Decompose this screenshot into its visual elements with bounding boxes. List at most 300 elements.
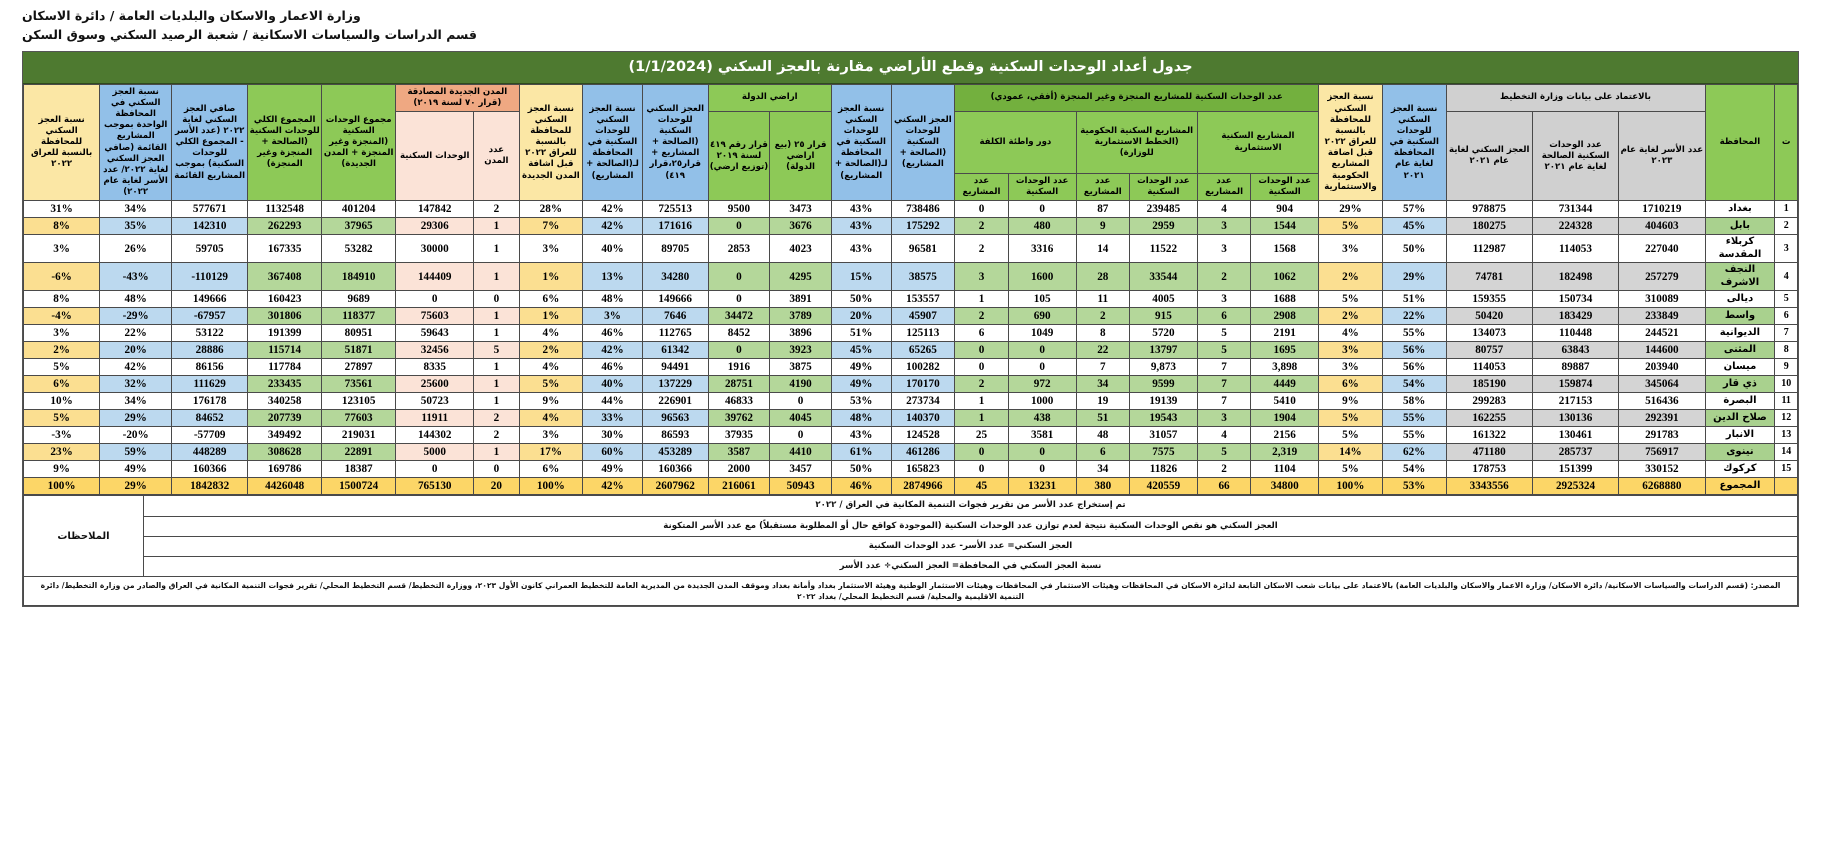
cell-pct-before-gov: 3% (1319, 342, 1383, 359)
cell-deficit-2021: 112987 (1446, 235, 1532, 263)
cell-sum-total: 262293 (248, 218, 322, 235)
cell-pct-iraq: 9% (24, 461, 100, 478)
cell-pct-proj: 50% (831, 461, 891, 478)
cell-deficit-2021: 50420 (1446, 308, 1532, 325)
cell-net-deficit: 577671 (172, 201, 248, 218)
cell-governorate: كركوك (1705, 461, 1775, 478)
cell-inv-units: 2908 (1251, 308, 1319, 325)
cell-net-deficit: -57709 (172, 427, 248, 444)
cell-pct-units-2021: 50% (1382, 235, 1446, 263)
cell-idx: 13 (1775, 427, 1798, 444)
total-citiz-projects: 45 (955, 478, 1009, 495)
cell-deficit-proj: 273734 (891, 393, 955, 410)
cell-cities-units: 144409 (396, 263, 474, 291)
cell-citiz-projects: 2 (955, 308, 1009, 325)
cell-deficit-proj: 124528 (891, 427, 955, 444)
cell-deficit-2021: 185190 (1446, 376, 1532, 393)
housing-deficit-table (23, 84, 1798, 496)
cell-pct-before-gov: 5% (1319, 218, 1383, 235)
cell-deficit-land: 137229 (642, 376, 708, 393)
cell-cities-count: 2 (474, 201, 519, 218)
header-govp-projects: عدد المشاريع (1076, 174, 1129, 201)
cell-land-25: 4190 (770, 376, 832, 393)
cell-deficit-2021: 299283 (1446, 393, 1532, 410)
cell-inv-projects: 3 (1197, 235, 1250, 263)
cell-govp-units: 7575 (1130, 444, 1198, 461)
cell-pct-units-2021: 51% (1382, 291, 1446, 308)
table-row (24, 359, 1798, 376)
cell-deficit-proj: 125113 (891, 325, 955, 342)
cell-pct-gov-iraq: 7% (519, 218, 583, 235)
cell-pct-land: 3% (583, 308, 643, 325)
cell-deficit-land: 453289 (642, 444, 708, 461)
cell-pct-proj: 43% (831, 218, 891, 235)
cell-units-2021: 183429 (1532, 308, 1618, 325)
cell-deficit-proj: 45907 (891, 308, 955, 325)
cell-pct-gov-iraq: 5% (519, 376, 583, 393)
cell-sum-total: 233435 (248, 376, 322, 393)
cell-pct-proj: 50% (831, 291, 891, 308)
cell-units-2021: 110448 (1532, 325, 1618, 342)
cell-families-2023: 345064 (1619, 376, 1705, 393)
cell-pct-before-gov: 6% (1319, 376, 1383, 393)
cell-land-419: 46833 (708, 393, 770, 410)
cell-land-25: 4045 (770, 410, 832, 427)
total-net-deficit: 1842832 (172, 478, 248, 495)
cell-sum-units: 51871 (322, 342, 396, 359)
cell-idx: 1 (1775, 201, 1798, 218)
cell-deficit-proj: 170170 (891, 376, 955, 393)
total-pct-one-gov: 29% (100, 478, 172, 495)
cell-inv-projects: 5 (1197, 342, 1250, 359)
cell-govp-projects: 2 (1076, 308, 1129, 325)
cell-sum-units: 53282 (322, 235, 396, 263)
cell-net-deficit: 160366 (172, 461, 248, 478)
cell-cities-units: 50723 (396, 393, 474, 410)
cell-pct-proj: 43% (831, 235, 891, 263)
note-row (24, 556, 1798, 576)
cell-govp-projects: 6 (1076, 444, 1129, 461)
cell-pct-land: 42% (583, 201, 643, 218)
cell-pct-before-gov: 5% (1319, 410, 1383, 427)
cell-idx: 7 (1775, 325, 1798, 342)
cell-pct-iraq: 8% (24, 291, 100, 308)
cell-pct-before-gov: 14% (1319, 444, 1383, 461)
cell-net-deficit: 53122 (172, 325, 248, 342)
note-text: العجز السكني هو نقص الوحدات السكنية نتيجة لعدم توازن عدد الوحدات السكنية (الموجودة كواقع حال أو المطلوبة مستقبلاً) مع عدد الأسر المتكونة (144, 516, 1798, 536)
cell-cities-count: 1 (474, 308, 519, 325)
header-inv-projects: عدد المشاريع (1197, 174, 1250, 201)
cell-idx: 14 (1775, 444, 1798, 461)
cell-pct-land: 40% (583, 376, 643, 393)
cell-pct-iraq: 6% (24, 376, 100, 393)
cell-families-2023: 291783 (1619, 427, 1705, 444)
cell-pct-units-2021: 55% (1382, 427, 1446, 444)
cell-pct-proj: 49% (831, 376, 891, 393)
cell-govp-projects: 87 (1076, 201, 1129, 218)
cell-sum-total: 301806 (248, 308, 322, 325)
total-sum-units: 1500724 (322, 478, 396, 495)
cell-citiz-projects: 1 (955, 393, 1009, 410)
cell-citiz-projects: 3 (955, 263, 1009, 291)
total-pct-gov-iraq: 100% (519, 478, 583, 495)
cell-deficit-land: 94491 (642, 359, 708, 376)
cell-inv-projects: 6 (1197, 308, 1250, 325)
cell-pct-proj: 45% (831, 342, 891, 359)
cell-deficit-land: 89705 (642, 235, 708, 263)
cell-pct-proj: 61% (831, 444, 891, 461)
cell-inv-units: 2,319 (1251, 444, 1319, 461)
header-govp-units: عدد الوحدات السكنية (1130, 174, 1198, 201)
cell-cities-units: 59643 (396, 325, 474, 342)
cell-sum-units: 77603 (322, 410, 396, 427)
cell-govp-units: 13797 (1130, 342, 1198, 359)
cell-idx: 3 (1775, 235, 1798, 263)
cell-inv-units: 3,898 (1251, 359, 1319, 376)
cell-deficit-2021: 134073 (1446, 325, 1532, 342)
notes-label: الملاحظات (24, 496, 144, 577)
cell-cities-units: 0 (396, 291, 474, 308)
cell-governorate: البصرة (1705, 393, 1775, 410)
total-govp-units: 420559 (1130, 478, 1198, 495)
cell-inv-units: 1544 (1251, 218, 1319, 235)
cell-cities-units: 75603 (396, 308, 474, 325)
cell-idx: 15 (1775, 461, 1798, 478)
header-inv-units: عدد الوحدات السكنية (1251, 174, 1319, 201)
cell-land-419: 37935 (708, 427, 770, 444)
header-sub-citizen: دور واطئة الكلفة (955, 112, 1076, 174)
cell-inv-projects: 7 (1197, 376, 1250, 393)
table-title: جدول أعداد الوحدات السكنية وقطع الأراضي مقارنة بالعجز السكني (1/1/2024) (23, 52, 1798, 84)
cell-net-deficit: 149666 (172, 291, 248, 308)
cell-pct-one-gov: -20% (100, 427, 172, 444)
cell-land-25: 3473 (770, 201, 832, 218)
header-units-2021: عدد الوحدات السكنية الصالحة لغاية عام ٢٠٢١ (1532, 112, 1618, 201)
cell-pct-before-gov: 2% (1319, 308, 1383, 325)
cell-deficit-2021: 180275 (1446, 218, 1532, 235)
header-pct-before-gov: نسبة العجز السكني للمحافظة بالنسبة للعراق ٢٠٢٢ قبل اضافة المشاريع الحكومية والاستثمارية (1319, 84, 1383, 201)
cell-cities-count: 1 (474, 325, 519, 342)
header-sum-total: المجموع الكلي للوحدات السكنية (الصالحة + المنجزة وغير المنجزة) (248, 84, 322, 201)
cell-units-2021: 285737 (1532, 444, 1618, 461)
cell-sum-total: 1132548 (248, 201, 322, 218)
cell-governorate: الانبار (1705, 427, 1775, 444)
cell-govp-projects: 34 (1076, 376, 1129, 393)
cell-land-419: 39762 (708, 410, 770, 427)
cell-idx: 2 (1775, 218, 1798, 235)
ministry-line-1: وزارة الاعمار والاسكان والبلديات العامة / دائرة الاسكان (22, 8, 361, 23)
cell-govp-projects: 19 (1076, 393, 1129, 410)
cell-pct-units-2021: 56% (1382, 359, 1446, 376)
cell-citiz-projects: 0 (955, 359, 1009, 376)
cell-inv-projects: 2 (1197, 461, 1250, 478)
cell-govp-units: 9599 (1130, 376, 1198, 393)
cell-units-2021: 130136 (1532, 410, 1618, 427)
header-group-state-lands: اراضي الدولة (708, 84, 831, 111)
cell-citiz-units: 438 (1008, 410, 1076, 427)
cell-land-419: 34472 (708, 308, 770, 325)
cell-pct-one-gov: -29% (100, 308, 172, 325)
cell-land-419: 3587 (708, 444, 770, 461)
cell-citiz-units: 0 (1008, 461, 1076, 478)
cell-families-2023: 516436 (1619, 393, 1705, 410)
cell-idx: 9 (1775, 359, 1798, 376)
total-families-2023: 6268880 (1619, 478, 1705, 495)
cell-pct-iraq: 3% (24, 235, 100, 263)
cell-families-2023: 404603 (1619, 218, 1705, 235)
cell-sum-total: 191399 (248, 325, 322, 342)
cell-govp-units: 33544 (1130, 263, 1198, 291)
cell-pct-one-gov: 34% (100, 393, 172, 410)
cell-govp-units: 9,873 (1130, 359, 1198, 376)
cell-govp-projects: 14 (1076, 235, 1129, 263)
cell-pct-one-gov: 49% (100, 461, 172, 478)
cell-pct-land: 44% (583, 393, 643, 410)
cell-units-2021: 182498 (1532, 263, 1618, 291)
cell-land-419: 2853 (708, 235, 770, 263)
ministry-header (0, 0, 1821, 45)
cell-pct-gov-iraq: 1% (519, 263, 583, 291)
header-families-2023: عدد الأسر لغاية عام ٢٠٢٣ (1619, 112, 1705, 201)
cell-pct-one-gov: 20% (100, 342, 172, 359)
cell-deficit-2021: 74781 (1446, 263, 1532, 291)
cell-pct-one-gov: 42% (100, 359, 172, 376)
cell-citiz-units: 1000 (1008, 393, 1076, 410)
cell-cities-units: 147842 (396, 201, 474, 218)
cell-governorate: ميسان (1705, 359, 1775, 376)
cell-sum-total: 117784 (248, 359, 322, 376)
cell-citiz-units: 0 (1008, 342, 1076, 359)
cell-sum-units: 73561 (322, 376, 396, 393)
cell-govp-projects: 28 (1076, 263, 1129, 291)
cell-citiz-projects: 2 (955, 376, 1009, 393)
note-text: العجز السكني= عدد الأسر- عدد الوحدات السكنية (144, 536, 1798, 556)
cell-units-2021: 63843 (1532, 342, 1618, 359)
cell-inv-projects: 5 (1197, 325, 1250, 342)
cell-deficit-land: 61342 (642, 342, 708, 359)
cell-land-25: 4295 (770, 263, 832, 291)
cell-units-2021: 224328 (1532, 218, 1618, 235)
header-group-planning: بالاعتماد على بيانات وزارة التخطيط (1446, 84, 1705, 111)
cell-citiz-projects: 0 (955, 461, 1009, 478)
cell-governorate: ديالى (1705, 291, 1775, 308)
cell-cities-units: 32456 (396, 342, 474, 359)
total-pct-before-gov: 100% (1319, 478, 1383, 495)
cell-governorate: صلاح الدين (1705, 410, 1775, 427)
cell-deficit-2021: 178753 (1446, 461, 1532, 478)
total-sum-total: 4426048 (248, 478, 322, 495)
cell-cities-count: 1 (474, 235, 519, 263)
cell-cities-count: 0 (474, 291, 519, 308)
cell-inv-units: 5410 (1251, 393, 1319, 410)
cell-govp-units: 2959 (1130, 218, 1198, 235)
cell-deficit-proj: 738486 (891, 201, 955, 218)
cell-governorate: ذي قار (1705, 376, 1775, 393)
header-pct-iraq: نسبة العجز السكني للمحافظة بالنسبة للعراق ٢٠٢٢ (24, 84, 100, 201)
cell-pct-gov-iraq: 3% (519, 235, 583, 263)
cell-govp-units: 11826 (1130, 461, 1198, 478)
header-net-deficit: صافي العجز السكني لغاية ٢٠٢٢ (عدد الأسر - المجموع الكلي للوحدات السكنية) بموجب المشاريع القائمة (172, 84, 248, 201)
header-land-419: قرار رقم ٤١٩ لسنة ٢٠١٩ (توزيع ارضي) (708, 112, 770, 201)
cell-govp-units: 31057 (1130, 427, 1198, 444)
cell-citiz-units: 0 (1008, 359, 1076, 376)
cell-cities-count: 1 (474, 263, 519, 291)
cell-citiz-units: 0 (1008, 444, 1076, 461)
cell-deficit-proj: 461286 (891, 444, 955, 461)
cell-cities-units: 25600 (396, 376, 474, 393)
cell-units-2021: 731344 (1532, 201, 1618, 218)
table-row (24, 461, 1798, 478)
cell-citiz-units: 1600 (1008, 263, 1076, 291)
cell-inv-projects: 3 (1197, 410, 1250, 427)
header-group-projects: عدد الوحدات السكنية للمشاريع المنجزة وغير المنجزة (أفقي، عمودي) (955, 84, 1319, 111)
cell-pct-units-2021: 22% (1382, 308, 1446, 325)
cell-sum-total: 340258 (248, 393, 322, 410)
cell-citiz-units: 105 (1008, 291, 1076, 308)
cell-idx: 4 (1775, 263, 1798, 291)
cell-families-2023: 144600 (1619, 342, 1705, 359)
cell-pct-land: 33% (583, 410, 643, 427)
cell-pct-units-2021: 54% (1382, 461, 1446, 478)
cell-net-deficit: 86156 (172, 359, 248, 376)
note-row (24, 516, 1798, 536)
cell-pct-iraq: 3% (24, 325, 100, 342)
cell-pct-proj: 48% (831, 410, 891, 427)
cell-land-25: 4023 (770, 235, 832, 263)
header-sub-gov: المشاريع السكنية الحكومية (الخطط الاستثمارية للوزارة) (1076, 112, 1197, 174)
cell-pct-units-2021: 45% (1382, 218, 1446, 235)
cell-sum-units: 401204 (322, 201, 396, 218)
total-pct-units-2021: 53% (1382, 478, 1446, 495)
cell-units-2021: 130461 (1532, 427, 1618, 444)
cell-families-2023: 292391 (1619, 410, 1705, 427)
cell-deficit-2021: 162255 (1446, 410, 1532, 427)
cell-land-25: 3789 (770, 308, 832, 325)
cell-cities-count: 2 (474, 427, 519, 444)
total-cities-count: 20 (474, 478, 519, 495)
cell-pct-iraq: -4% (24, 308, 100, 325)
cell-inv-units: 4449 (1251, 376, 1319, 393)
cell-sum-total: 367408 (248, 263, 322, 291)
cell-pct-land: 46% (583, 359, 643, 376)
cell-govp-units: 915 (1130, 308, 1198, 325)
cell-pct-one-gov: 48% (100, 291, 172, 308)
cell-sum-total: 115714 (248, 342, 322, 359)
cell-pct-gov-iraq: 17% (519, 444, 583, 461)
cell-pct-gov-iraq: 6% (519, 291, 583, 308)
cell-pct-proj: 51% (831, 325, 891, 342)
cell-citiz-projects: 25 (955, 427, 1009, 444)
cell-deficit-land: 171616 (642, 218, 708, 235)
cell-sum-units: 123105 (322, 393, 396, 410)
cell-pct-land: 40% (583, 235, 643, 263)
total-cities-units: 765130 (396, 478, 474, 495)
cell-sum-total: 349492 (248, 427, 322, 444)
cell-cities-units: 0 (396, 461, 474, 478)
cell-pct-land: 46% (583, 325, 643, 342)
table-total-row (24, 478, 1798, 495)
cell-inv-units: 1904 (1251, 410, 1319, 427)
cell-govp-projects: 34 (1076, 461, 1129, 478)
cell-deficit-proj: 65265 (891, 342, 955, 359)
cell-sum-units: 184910 (322, 263, 396, 291)
cell-families-2023: 330152 (1619, 461, 1705, 478)
source-text: المصدر: (قسم الدراسات والسياسات الاسكانية/ دائرة الاسكان/ وزارة الاعمار والاسكان والبلديات العامة) بالاعتماد على بيانات شعب الاسكان التابعة لدائرة الاسكان في المحافظات وهيئات الاستثمار في المحافظات وهيئات الاستثمار الوطنية وهيئة الاستثمار بغداد وأمانة بغداد وموقف المدن الجديدة من المديرية العامة للتخطيط العمراني كانون الأول ٢٠٢٣، ووزارة التخطيط/ قسم التخطيط المحلي/ تقرير فجوات التنمية المكانية في العراق والصادر من وزارة التخطيط/ دائرة التنمية الاقليمية والمحلية/ قسم التخطيط المحلي/ بغداد ٢٠٢٢ (24, 577, 1798, 606)
cell-net-deficit: 176178 (172, 393, 248, 410)
cell-govp-projects: 11 (1076, 291, 1129, 308)
cell-sum-total: 207739 (248, 410, 322, 427)
total-land-419: 216061 (708, 478, 770, 495)
header-cities-units: الوحدات السكنية (396, 112, 474, 201)
cell-deficit-2021: 161322 (1446, 427, 1532, 444)
cell-pct-iraq: -3% (24, 427, 100, 444)
cell-citiz-projects: 6 (955, 325, 1009, 342)
cell-sum-units: 18387 (322, 461, 396, 478)
cell-idx: 8 (1775, 342, 1798, 359)
cell-pct-one-gov: -43% (100, 263, 172, 291)
header-row-1 (24, 84, 1798, 111)
source-row (24, 577, 1798, 606)
cell-pct-land: 60% (583, 444, 643, 461)
cell-govp-units: 11522 (1130, 235, 1198, 263)
cell-deficit-2021: 159355 (1446, 291, 1532, 308)
cell-deficit-2021: 80757 (1446, 342, 1532, 359)
total-governorate: المجموع (1705, 478, 1775, 495)
cell-deficit-land: 160366 (642, 461, 708, 478)
cell-govp-units: 4005 (1130, 291, 1198, 308)
cell-deficit-2021: 978875 (1446, 201, 1532, 218)
cell-citiz-units: 1049 (1008, 325, 1076, 342)
cell-deficit-land: 7646 (642, 308, 708, 325)
header-sub-investment: المشاريع السكنية الاستثمارية (1197, 112, 1318, 174)
table-row (24, 342, 1798, 359)
cell-net-deficit: -67957 (172, 308, 248, 325)
cell-pct-one-gov: 29% (100, 410, 172, 427)
cell-units-2021: 151399 (1532, 461, 1618, 478)
cell-cities-count: 1 (474, 444, 519, 461)
cell-families-2023: 203940 (1619, 359, 1705, 376)
cell-deficit-2021: 114053 (1446, 359, 1532, 376)
total-inv-projects: 66 (1197, 478, 1250, 495)
cell-pct-gov-iraq: 9% (519, 393, 583, 410)
cell-net-deficit: 448289 (172, 444, 248, 461)
cell-pct-iraq: -6% (24, 263, 100, 291)
cell-inv-units: 1062 (1251, 263, 1319, 291)
table-row (24, 263, 1798, 291)
cell-units-2021: 114053 (1532, 235, 1618, 263)
cell-govp-projects: 9 (1076, 218, 1129, 235)
cell-inv-units: 904 (1251, 201, 1319, 218)
cell-pct-gov-iraq: 1% (519, 308, 583, 325)
cell-citiz-projects: 2 (955, 218, 1009, 235)
header-group-new-cities: المدن الجديدة المصادقة (قرار ٧٠ لسنة ٢٠١٩) (396, 84, 519, 111)
cell-pct-iraq: 2% (24, 342, 100, 359)
header-index: ت (1775, 84, 1798, 201)
cell-land-419: 0 (708, 218, 770, 235)
cell-pct-units-2021: 56% (1382, 342, 1446, 359)
header-pct-gov-iraq: نسبة العجز السكني للمحافظة بالنسبة للعراق ٢٠٢٢ قبل اشافة المدن الجديدة (519, 84, 583, 201)
total-idx (1775, 478, 1798, 495)
header-pct-land: نسبة العجز السكني للوحدات السكنية في المحافظة لـ(الصالحة + المشاريع) (583, 84, 643, 201)
cell-cities-units: 5000 (396, 444, 474, 461)
cell-cities-units: 11911 (396, 410, 474, 427)
cell-deficit-proj: 100282 (891, 359, 955, 376)
cell-cities-count: 5 (474, 342, 519, 359)
cell-govp-units: 19139 (1130, 393, 1198, 410)
total-deficit-land: 2607962 (642, 478, 708, 495)
cell-pct-gov-iraq: 6% (519, 461, 583, 478)
cell-pct-land: 48% (583, 291, 643, 308)
